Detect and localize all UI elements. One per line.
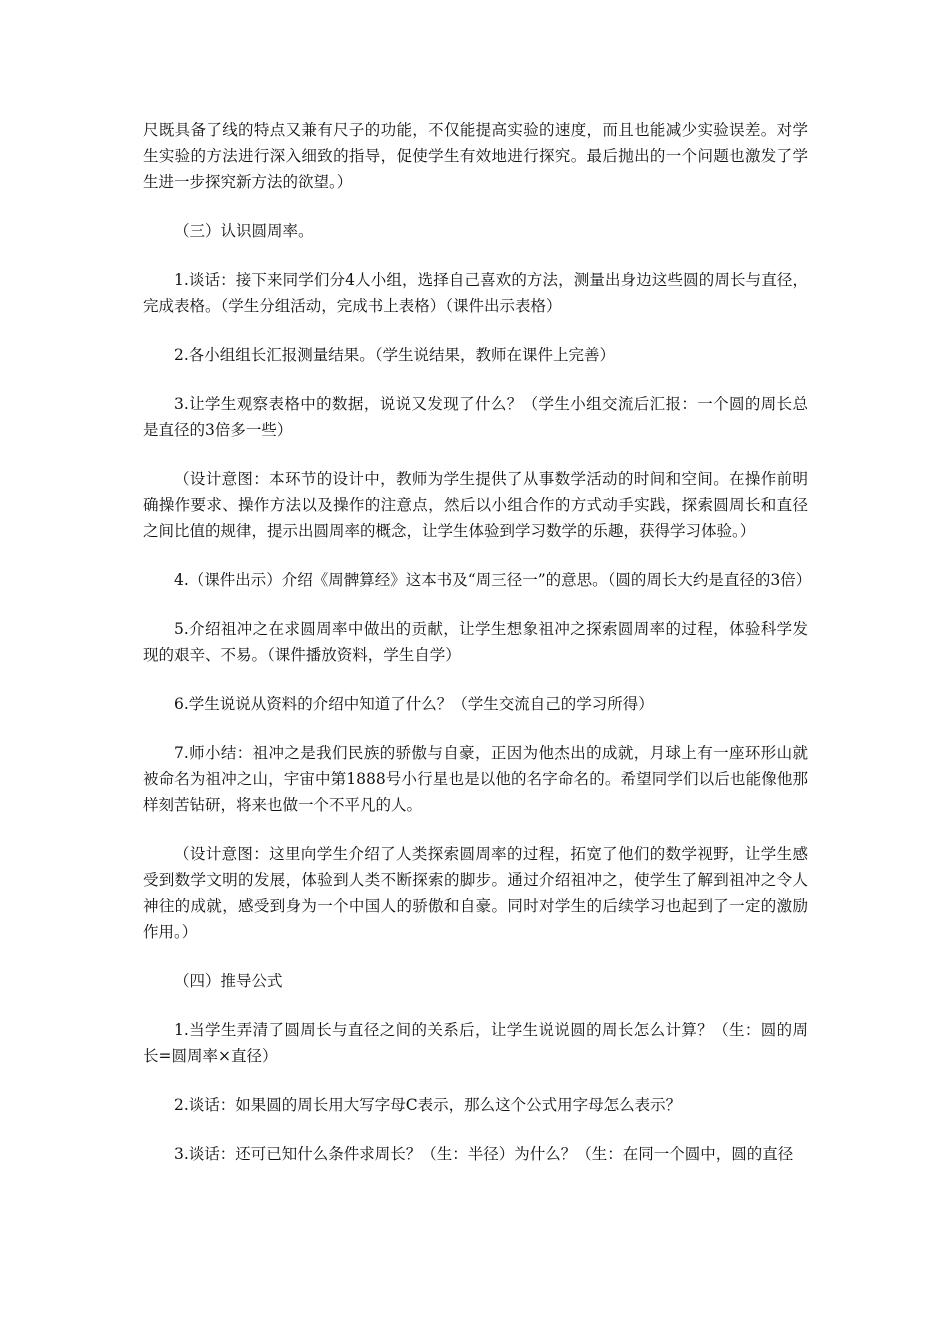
section-heading-derive-formula: （四）推导公式 (174, 972, 283, 990)
paragraph-step-2-report: 2.各小组组长汇报测量结果。（学生说结果，教师在课件上完善） (174, 346, 616, 364)
paragraph-step-5-zuchongzhi: 5.介绍祖冲之在求圆周率中做出的贡献，让学生想象祖冲之探索圆周率的过程，体验科学发现的艰辛、不易。（课件播放资料，学生自学） (143, 620, 808, 664)
paragraph-step-7-summary: 7.师小结：祖冲之是我们民族的骄傲与自豪，正因为他杰出的成就，月球上有一座环形山就被命名为祖冲之山，宇宙中第1888号小行星也是以他的名字命名的。希望同学们以后也能像他那样刻苦钻研，将来也做一个不平凡的人。 (143, 744, 808, 814)
paragraph-step-3-observe: 3.让学生观察表格中的数据，说说又发现了什么？（学生小组交流后汇报：一个圆的周长总是直径的3倍多一些） (143, 395, 808, 439)
paragraph-formula-step-2: 2.谈话：如果圆的周长用大写字母C表示，那么这个公式用字母怎么表示？ (174, 1096, 682, 1114)
paragraph-design-intent-2: （设计意图：这里向学生介绍了人类探索圆周率的过程，拓宽了他们的数学视野，让学生感受到数学文明的发展，体验到人类不断探索的脚步。通过介绍祖冲之，使学生了解到祖冲之令人神往的成就，感受到身为一个中国人的骄傲和自豪。同时对学生的后续学习也起到了一定的激励作用。） (143, 845, 808, 941)
section-heading-know-pi: （三）认识圆周率。 (174, 222, 314, 240)
paragraph-design-intent-continued: 尺既具备了线的特点又兼有尺子的功能，不仅能提高实验的速度，而且也能减少实验误差。对学生实验的方法进行深入细致的指导，促使学生有效地进行探究。最后抛出的一个问题也激发了学生进一步探究新方法的欲望。） (143, 121, 808, 191)
document-page (143, 117, 812, 1190)
paragraph-formula-step-1: 1.当学生弄清了圆周长与直径之间的关系后，让学生说说圆的周长怎么计算？（生：圆的周长=圆周率×直径） (143, 1021, 808, 1065)
paragraph-step-6-share: 6.学生说说从资料的介绍中知道了什么？（学生交流自己的学习所得） (174, 695, 654, 713)
paragraph-step-4-zhoubi: 4.（课件出示）介绍《周髀算经》这本书及“周三径一”的意思。（圆的周长大约是直径的3倍） (174, 571, 812, 589)
paragraph-step-1-measure: 1.谈话：接下来同学们分4人小组，选择自己喜欢的方法，测量出身边这些圆的周长与直径，完成表格。（学生分组活动，完成书上表格）（课件出示表格） (143, 271, 808, 315)
paragraph-design-intent-1: （设计意图：本环节的设计中，教师为学生提供了从事数学活动的时间和空间。在操作前明确操作要求、操作方法以及操作的注意点，然后以小组合作的方式动手实践，探索圆周长和直径之间比值的规律，提示出圆周率的概念，让学生体验到学习数学的乐趣，获得学习体验。） (143, 470, 808, 540)
paragraph-formula-step-3: 3.谈话：还可已知什么条件求周长？（生：半径）为什么？（生：在同一个圆中，圆的直径 (174, 1145, 794, 1163)
